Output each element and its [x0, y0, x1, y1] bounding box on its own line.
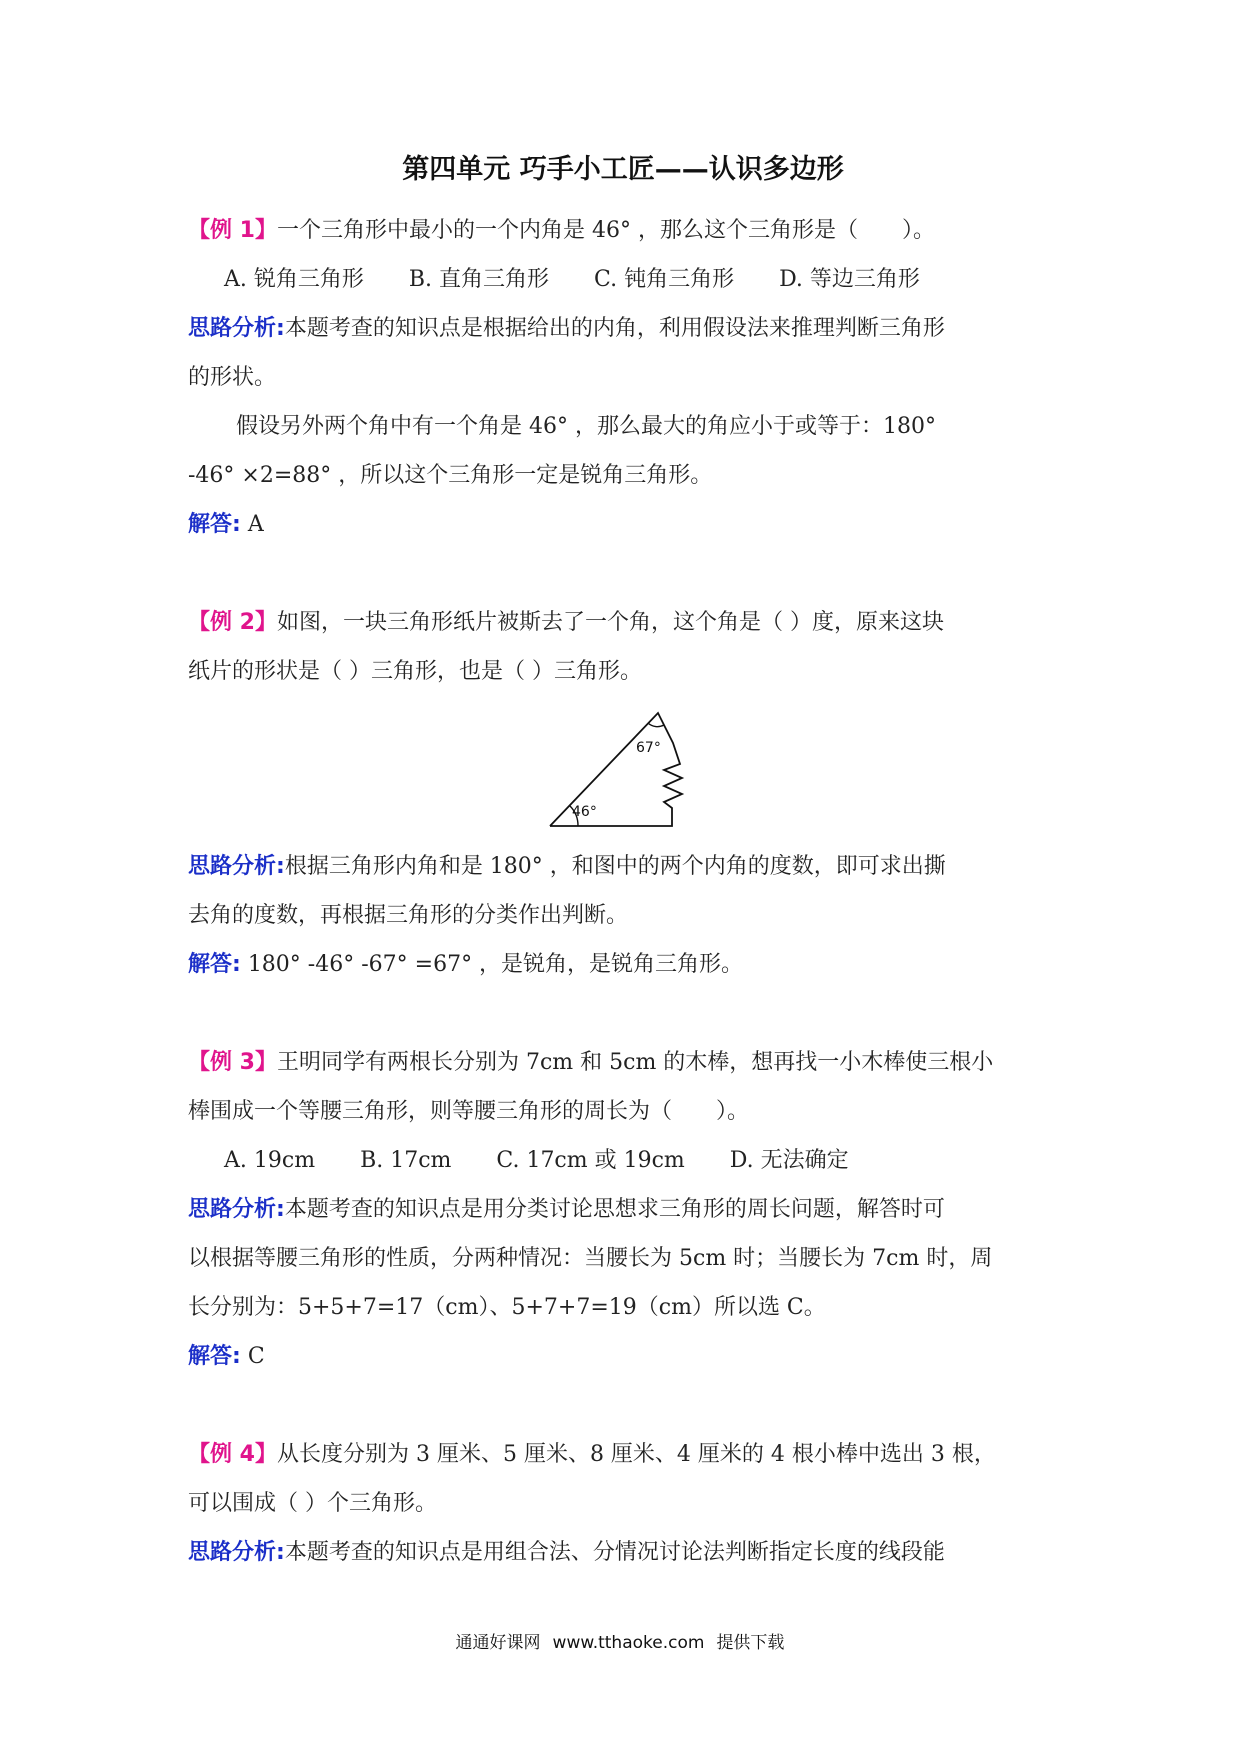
- ex2-question-text-1: 如图，一块三角形纸片被斯去了一个角，这个角是（ ）度，原来这块: [276, 610, 944, 635]
- ex1-analysis-line-2: 的形状。: [188, 365, 277, 390]
- ex2-answer-value: 180° -46° -67° =67° ，是锐角，是锐角三角形。: [247, 952, 744, 977]
- ex3-analysis-text-1: 本题考查的知识点是用分类讨论思想求三角形的周长问题，解答时可: [284, 1197, 945, 1222]
- page-footer: [0, 1628, 1240, 1653]
- ex3-option-b: B. 17cm: [360, 1148, 452, 1173]
- angle-arc-top: [648, 723, 664, 727]
- spacer: [188, 989, 1058, 1038]
- ex1-analysis-label: 思路分析:: [188, 316, 285, 341]
- ex2-question-line-2: 纸片的形状是（ ）三角形，也是（ ）三角形。: [188, 659, 642, 684]
- ex1-answer: [188, 500, 1058, 549]
- spacer: [188, 549, 1058, 598]
- ex3-question-text-1: 王明同学有两根长分别为 7cm 和 5cm 的木棒，想再找一小木棒使三根小: [276, 1050, 994, 1075]
- ex1-answer-value: A: [247, 512, 264, 537]
- torn-triangle-figure: [188, 702, 1058, 832]
- ex3-options: [188, 1136, 1058, 1185]
- ex4-analysis: [188, 1528, 1058, 1577]
- ex3-option-a: A. 19cm: [224, 1148, 316, 1173]
- ex4-question: [188, 1430, 1058, 1479]
- ex4-analysis-label: 思路分析:: [188, 1540, 285, 1565]
- ex1-options: [188, 255, 1058, 304]
- ex1-question: [188, 206, 1058, 255]
- ex4-label: 【例 4】: [188, 1442, 277, 1467]
- ex3-label: 【例 3】: [188, 1050, 277, 1075]
- ex3-question-line-2: 棒围成一个等腰三角形，则等腰三角形的周长为（ ）。: [188, 1099, 750, 1124]
- ex3-option-c: C. 17cm 或 19cm: [496, 1148, 685, 1173]
- ex3-analysis-line-2: 以根据等腰三角形的性质，分两种情况：当腰长为 5cm 时；当腰长为 7cm 时，周: [188, 1246, 993, 1271]
- ex3-analysis-line-3: 长分别为：5+5+7=17（cm）、5+7+7=19（cm）所以选 C。: [188, 1295, 826, 1320]
- ex1-analysis-line-3: 假设另外两个角中有一个角是 46° ，那么最大的角应小于或等于：180°: [236, 414, 936, 439]
- page-title: 第四单元 巧手小工匠——认识多边形: [402, 154, 844, 185]
- ex2-analysis: [188, 842, 1058, 891]
- ex1-option-d: D. 等边三角形: [779, 267, 920, 292]
- torn-triangle-diagram: [548, 702, 748, 832]
- spacer: [188, 1381, 1058, 1430]
- ex1-answer-label: 解答:: [188, 512, 241, 537]
- ex1-question-text: 一个三角形中最小的一个内角是 46° ，那么这个三角形是（ ）。: [276, 218, 935, 243]
- triangle-outline: [550, 713, 682, 826]
- ex3-answer: [188, 1332, 1058, 1381]
- ex2-analysis-label: 思路分析:: [188, 854, 285, 879]
- ex1-option-c: C. 钝角三角形: [594, 267, 735, 292]
- document-body: [188, 150, 1058, 1577]
- ex3-option-d: D. 无法确定: [729, 1148, 849, 1173]
- ex1-option-b: B. 直角三角形: [408, 267, 550, 292]
- ex1-analysis-text-1: 本题考查的知识点是根据给出的内角，利用假设法来推理判断三角形: [284, 316, 945, 341]
- ex2-label: 【例 2】: [188, 610, 277, 635]
- ex1-analysis-line-4: -46° ×2=88° ，所以这个三角形一定是锐角三角形。: [188, 463, 713, 488]
- ex2-answer-label: 解答:: [188, 952, 241, 977]
- ex1-analysis: [188, 304, 1058, 353]
- ex3-question: [188, 1038, 1058, 1087]
- ex2-analysis-text-1: 根据三角形内角和是 180° ，和图中的两个内角的度数，即可求出撕: [284, 854, 946, 879]
- ex1-label: 【例 1】: [188, 218, 277, 243]
- ex4-analysis-text-1: 本题考查的知识点是用组合法、分情况讨论法判断指定长度的线段能: [284, 1540, 945, 1565]
- ex1-option-a: A. 锐角三角形: [224, 267, 364, 292]
- ex4-question-text-1: 从长度分别为 3 厘米、5 厘米、8 厘米、4 厘米的 4 根小棒中选出 3 根，: [276, 1442, 996, 1467]
- ex2-analysis-line-2: 去角的度数，再根据三角形的分类作出判断。: [188, 903, 629, 928]
- angle-label-bottom: 46°: [572, 804, 597, 820]
- ex3-answer-value: C: [247, 1344, 265, 1369]
- ex3-analysis: [188, 1185, 1058, 1234]
- ex2-answer: [188, 940, 1058, 989]
- footer-url[interactable]: www.tthaoke.com: [552, 1633, 705, 1653]
- ex3-analysis-label: 思路分析:: [188, 1197, 285, 1222]
- ex3-answer-label: 解答:: [188, 1344, 241, 1369]
- footer-note: 提供下载: [716, 1633, 785, 1653]
- footer-site: 通通好课网: [455, 1633, 541, 1653]
- ex4-question-line-2: 可以围成（ ）个三角形。: [188, 1491, 437, 1516]
- angle-label-top: 67°: [636, 740, 661, 756]
- ex2-question: [188, 598, 1058, 647]
